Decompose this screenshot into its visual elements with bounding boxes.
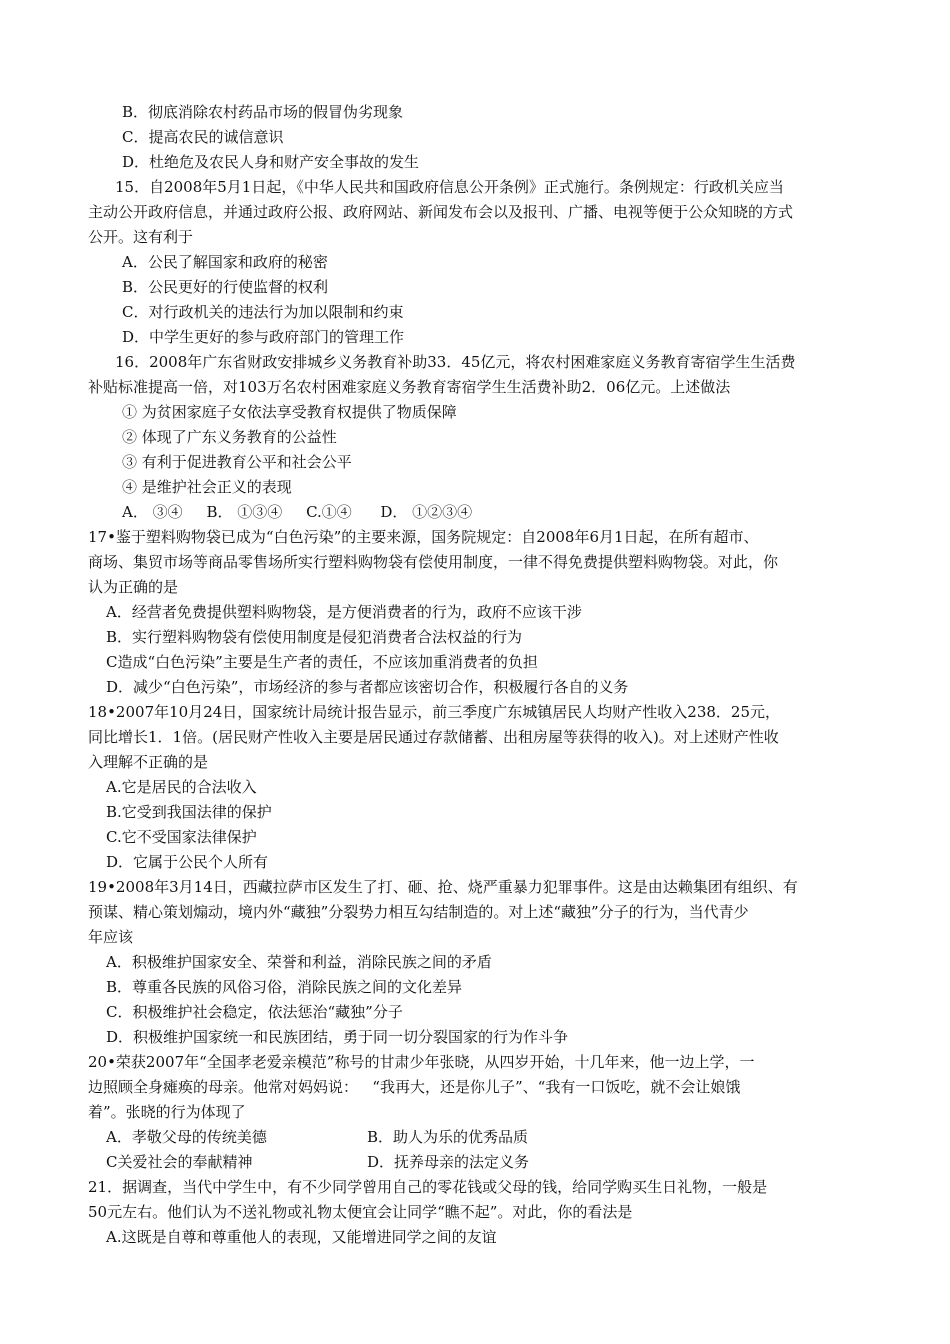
q17-stem-line-2: 商场、集贸市场等商品零售场所实行塑料购物袋有偿使用制度，一律不得免费提供塑料购物袋。对此，你 (88, 553, 779, 571)
q20-option-d: D．抚养母亲的法定义务 (367, 1153, 530, 1171)
q17-option-d: D．减少“白色污染”，市场经济的参与者都应该密切合作，积极履行各自的义务 (106, 678, 629, 696)
q16-stem-line-2: 补贴标准提高一倍，对103万名农村困难家庭义务教育寄宿学生生活费补助2．06亿元。上述做法 (88, 378, 731, 396)
q21-stem-line-2: 50元左右。他们认为不送礼物或礼物太便宜会让同学“瞧不起”。对此，你的看法是 (88, 1203, 633, 1221)
q15-stem-line-2: 主动公开政府信息，并通过政府公报、政府网站、新闻发布会以及报刊、广播、电视等便于公众知晓的方式 (88, 203, 794, 221)
q15-option-c: C．对行政机关的违法行为加以限制和约束 (122, 303, 404, 321)
q18-option-a: A.它是居民的合法收入 (106, 778, 257, 796)
q20-options-row-1 (0, 1125, 950, 1149)
q19-option-b: B．尊重各民族的风俗习俗，消除民族之间的文化差异 (106, 978, 463, 996)
q17-stem-line-1: 17•鉴于塑料购物袋已成为“白色污染”的主要来源，国务院规定：自2008年6月1日起，在所有超市、 (88, 528, 759, 546)
q16-statement-2: ② 体现了广东义务教育的公益性 (122, 428, 337, 446)
q16-statement-1: ① 为贫困家庭子女依法享受教育权提供了物质保障 (122, 403, 457, 421)
q17-stem-line-3: 认为正确的是 (88, 578, 179, 596)
q15-stem-line-1: 15．自2008年5月1日起，《中华人民共和国政府信息公开条例》正式施行。条例规定：行政机关应当 (115, 178, 784, 196)
q14-option-d: D．杜绝危及农民人身和财产安全事故的发生 (122, 153, 420, 171)
q18-stem-line-3: 入理解不正确的是 (88, 753, 209, 771)
q19-stem-line-3: 年应该 (88, 928, 134, 946)
q15-option-d: D．中学生更好的参与政府部门的管理工作 (122, 328, 405, 346)
q18-stem-line-2: 同比增长1．1倍。(居民财产性收入主要是居民通过存款储蓄、出租房屋等获得的收入)。对上述财产性收 (88, 728, 779, 746)
q20-options-row-2 (0, 1150, 950, 1174)
q15-option-b: B．公民更好的行使监督的权利 (122, 278, 329, 296)
q20-option-c: C关爱社会的奉献精神 (106, 1153, 253, 1171)
q17-option-c: C造成“白色污染”主要是生产者的责任，不应该加重消费者的负担 (106, 653, 538, 671)
q20-stem-line-1: 20•荣获2007年“全国孝老爱亲模范”称号的甘肃少年张晓，从四岁开始，十几年来，他一边上学，一 (88, 1053, 755, 1071)
q17-option-a: A．经营者免费提供塑料购物袋，是方便消费者的行为，政府不应该干涉 (106, 603, 582, 621)
q14-option-c: C．提高农民的诚信意识 (122, 128, 284, 146)
q15-stem-line-3: 公开。这有利于 (88, 228, 194, 246)
q16-options: A． ③④ B． ①③④ C.①④ D． ①②③④ (122, 503, 473, 521)
q16-stem-line-1: 16．2008年广东省财政安排城乡义务教育补助33．45亿元，将农村困难家庭义务教育寄宿学生生活费 (115, 353, 796, 371)
q21-stem-line-1: 21．据调查，当代中学生中，有不少同学曾用自己的零花钱或父母的钱，给同学购买生日礼物，一般是 (88, 1178, 768, 1196)
q18-option-b: B.它受到我国法律的保护 (106, 803, 272, 821)
q20-option-b: B．助人为乐的优秀品质 (367, 1128, 529, 1146)
q20-option-a: A．孝敬父母的传统美德 (106, 1128, 267, 1146)
q16-statement-4: ④ 是维护社会正义的表现 (122, 478, 292, 496)
q17-option-b: B．实行塑料购物袋有偿使用制度是侵犯消费者合法权益的行为 (106, 628, 523, 646)
q18-option-c: C.它不受国家法律保护 (106, 828, 257, 846)
q16-statement-3: ③ 有利于促进教育公平和社会公平 (122, 453, 352, 471)
q20-stem-line-3: 着”。张晓的行为体现了 (88, 1103, 246, 1121)
q14-option-b: B．彻底消除农村药品市场的假冒伪劣现象 (122, 103, 404, 121)
q19-stem-line-2: 预谋、精心策划煽动，境内外“藏独”分裂势力相互勾结制造的。对上述“藏独”分子的行为，当代青少 (88, 903, 749, 921)
q18-option-d: D．它属于公民个人所有 (106, 853, 269, 871)
q19-stem-line-1: 19•2008年3月14日，西藏拉萨市区发生了打、砸、抢、烧严重暴力犯罪事件。这是由达赖集团有组织、有 (88, 878, 798, 896)
q19-option-d: D．积极维护国家统一和民族团结，勇于同一切分裂国家的行为作斗争 (106, 1028, 569, 1046)
q15-option-a: A．公民了解国家和政府的秘密 (122, 253, 328, 271)
q18-stem-line-1: 18•2007年10月24日，国家统计局统计报告显示，前三季度广东城镇居民人均财产性收入238．25元， (88, 703, 781, 721)
q20-stem-line-2: 边照顾全身瘫痪的母亲。他常对妈妈说： “我再大，还是你儿子”、“我有一口饭吃，就不会让娘饿 (88, 1078, 741, 1096)
q21-option-a: A.这既是自尊和尊重他人的表现，又能增进同学之间的友谊 (106, 1228, 497, 1246)
q19-option-a: A．积极维护国家安全、荣誉和利益，消除民族之间的矛盾 (106, 953, 492, 971)
q19-option-c: C．积极维护社会稳定，依法惩治“藏独”分子 (106, 1003, 403, 1021)
